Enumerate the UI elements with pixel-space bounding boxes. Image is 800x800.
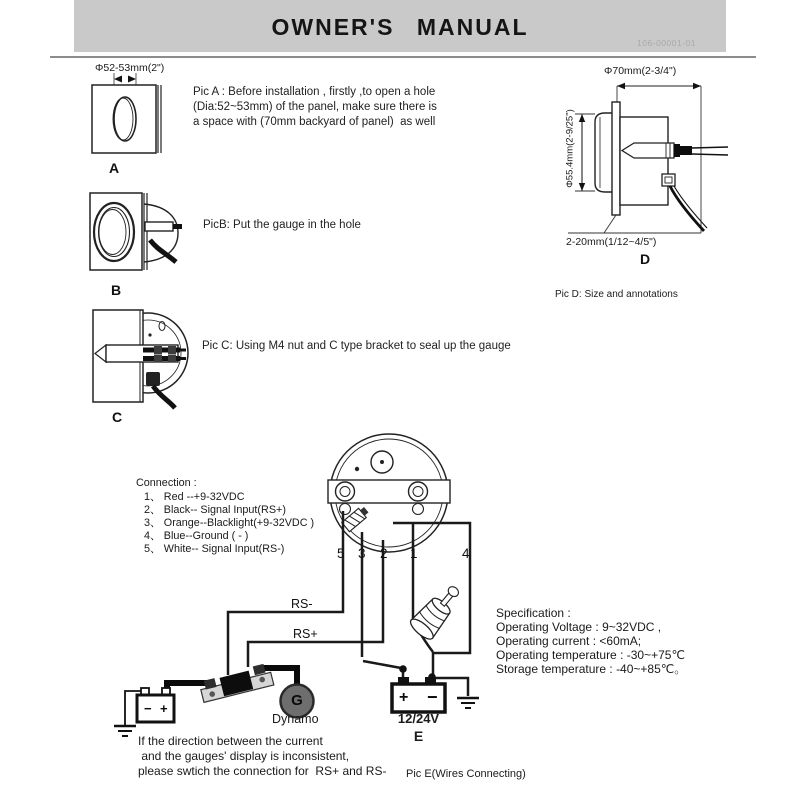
- wiring-note-2: and the gauges' display is inconsistent,: [138, 749, 350, 763]
- wire-number-5: 5: [337, 546, 345, 561]
- pic-d-caption: Pic D: Size and annotations: [555, 289, 678, 300]
- dim-arrow-up-icon: [579, 114, 585, 122]
- ground-symbol: [457, 698, 479, 708]
- rs-minus-label: RS-: [291, 597, 313, 611]
- pic-a-drawing: [88, 72, 198, 177]
- bracket-nut: [336, 482, 355, 501]
- battery-main-minus: −: [427, 687, 438, 707]
- switch-blade: [363, 661, 401, 668]
- ground-symbol: [114, 726, 136, 736]
- dynamo-label: Dynamo: [272, 712, 319, 726]
- wire: [692, 154, 728, 155]
- header-divider: [50, 56, 756, 58]
- battery-left-plus: +: [160, 701, 168, 716]
- pic-a-dim-label: Φ52-53mm(2"): [95, 62, 165, 74]
- pic-c-drawing: [88, 308, 213, 410]
- battery-left-minus: −: [144, 701, 152, 716]
- pic-a-caption-1: Pic A : Before installation , firstly ,to open a hole: [193, 86, 436, 98]
- dynamo-letter: G: [291, 692, 303, 709]
- pic-b-drawing: [88, 190, 203, 282]
- spec-operating-temp: Operating temperature : -30~+75℃: [496, 648, 685, 662]
- wire-number-4: 4: [462, 546, 470, 561]
- gauge-bezel: [94, 203, 134, 261]
- dim-arrow-down-icon: [579, 183, 585, 191]
- connection-item-5: 5、 White-- Signal Input(RS-): [144, 543, 285, 555]
- pic-a-caption-3: a space with (70mm backyard of panel) as well: [193, 116, 436, 128]
- dim-arrow-right-icon: [693, 83, 701, 89]
- pic-c-letter: C: [112, 409, 123, 425]
- wire: [692, 147, 728, 148]
- wire-connector: [146, 372, 160, 386]
- connection-item-4: 4、 Blue--Ground ( - ): [144, 530, 249, 542]
- doc-number: 106-00001-01: [637, 38, 696, 49]
- pic-d-drawing: [560, 78, 735, 258]
- sensor-stem: [145, 222, 173, 231]
- gauge-body: [620, 117, 668, 205]
- rs-plus-label: RS+: [293, 627, 318, 641]
- wire: [150, 240, 176, 262]
- connection-item-3: 3、 Orange--Blacklight(+9-32VDC ): [144, 517, 315, 529]
- backlight-socket: [662, 174, 675, 186]
- junction-dot: [399, 665, 407, 673]
- bracket-nut: [409, 482, 428, 501]
- spec-current: Operating current : <60mA;: [496, 634, 642, 648]
- pic-e-letter: E: [413, 728, 424, 744]
- wire-number-3: 3: [358, 546, 366, 561]
- pic-c-caption: Pic C: Using M4 nut and C type bracket to seal up the gauge: [202, 340, 511, 352]
- current-shunt: [198, 663, 273, 703]
- page-title: OWNER'S MANUAL: [271, 14, 529, 40]
- wire-number-1: 1: [410, 546, 418, 561]
- header-banner: [74, 0, 726, 52]
- wire-number-2: 2: [380, 546, 388, 561]
- dim-arrow-right-icon: [128, 76, 136, 83]
- pic-a-letter: A: [109, 160, 120, 176]
- pic-d-dim-left: Φ55.4mm(2-9/25"): [564, 109, 576, 188]
- pic-d-dim-bottom: 2-20mm(1/12~4/5"): [566, 236, 657, 248]
- pic-d-dim-top: Φ70mm(2-3/4"): [604, 65, 677, 77]
- spec-title: Specification :: [496, 606, 571, 620]
- gauge-face-side: [595, 113, 612, 192]
- dim-arrow-left-icon: [114, 76, 122, 83]
- pic-b-letter: B: [111, 282, 122, 298]
- pic-d-letter: D: [640, 251, 651, 267]
- connection-item-2: 2、 Black-- Signal Input(RS+): [144, 504, 286, 516]
- battery-main-plus: +: [399, 689, 409, 706]
- dim-arrow-left-icon: [617, 83, 625, 89]
- gauge-rear-view: [328, 434, 450, 552]
- wiring-note-3: please swtich the connection for RS+ and RS-: [138, 764, 387, 778]
- pic-e-caption: Pic E(Wires Connecting): [406, 768, 526, 780]
- spec-storage-temp: Storage temperature : -40~+85℃。: [496, 662, 687, 676]
- wire-5-rs-minus: [228, 511, 343, 675]
- wiring-note-1: If the direction between the current: [138, 734, 323, 748]
- battery-voltage-label: 12/24V: [397, 711, 440, 726]
- panel-front: [92, 85, 156, 153]
- pic-a-caption-2: (Dia:52~53mm) of the panel, make sure there is: [193, 101, 437, 113]
- ignition-key-switch: [408, 579, 467, 642]
- gauge-flange: [612, 102, 620, 215]
- pic-b-caption: PicB: Put the gauge in the hole: [203, 219, 361, 231]
- connection-title: Connection :: [136, 477, 197, 489]
- wire: [670, 186, 704, 231]
- spec-voltage: Operating Voltage : 9~32VDC ,: [496, 620, 662, 634]
- connection-item-1: 1、 Red --+9-32VDC: [144, 491, 245, 503]
